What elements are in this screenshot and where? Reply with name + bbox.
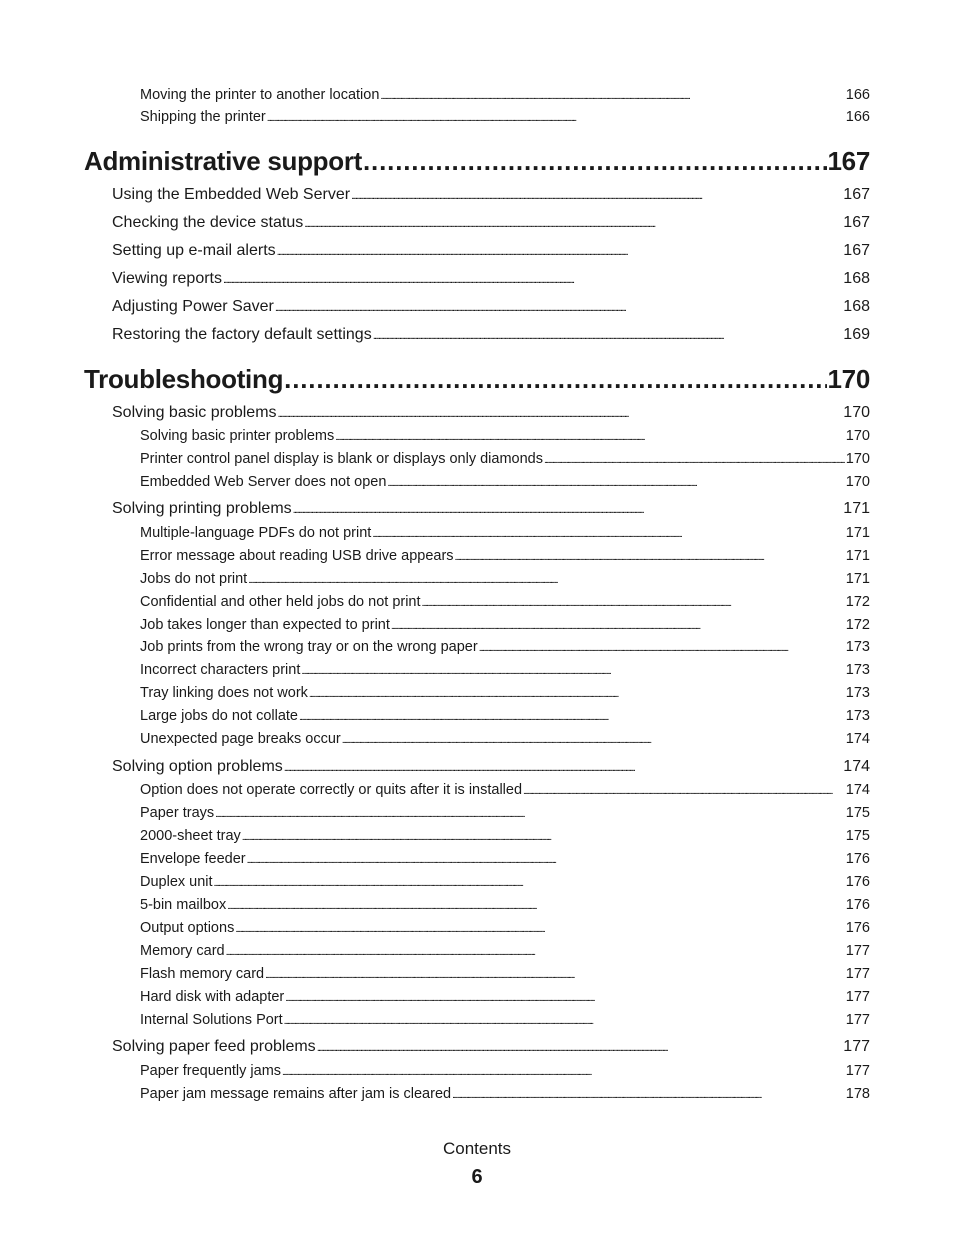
toc-entry-page-number: 170	[845, 451, 870, 467]
dot-leader	[282, 1067, 845, 1078]
dot-leader	[335, 432, 845, 443]
toc-entry-page-number: 177	[843, 1038, 870, 1055]
toc-entry-page-number: 177	[845, 966, 870, 982]
toc-entry-title: 2000-sheet tray	[140, 828, 241, 844]
dot-leader	[380, 91, 844, 102]
toc-entry-title: Adjusting Power Saver	[112, 298, 274, 315]
toc-entry-page-number: 176	[845, 851, 870, 867]
dot-leader	[387, 478, 844, 489]
dot-leader	[523, 786, 845, 797]
toc-entry-title: Troubleshooting	[84, 364, 284, 394]
toc-entry-title: Job takes longer than expected to print	[140, 617, 390, 633]
toc-entry-page-number: 176	[845, 897, 870, 913]
toc-entry-title: Envelope feeder	[140, 851, 246, 867]
toc-subsection-entry[interactable]	[140, 989, 870, 1009]
toc-subsection-entry[interactable]	[140, 594, 870, 614]
toc-entry-page-number: 171	[845, 525, 870, 541]
toc-entry-title: Paper jam message remains after jam is cleared	[140, 1086, 452, 1102]
toc-entry-title: Moving the printer to another location	[140, 87, 380, 103]
toc-section-entry[interactable]	[112, 758, 870, 780]
dot-leader	[455, 552, 845, 563]
toc-subsection-entry[interactable]	[140, 639, 870, 659]
dot-leader	[242, 832, 845, 843]
toc-entry-title: Error message about reading USB drive appears	[140, 548, 454, 564]
toc-subsection-entry[interactable]	[140, 966, 870, 986]
dot-leader	[277, 246, 843, 258]
dot-leader	[285, 993, 845, 1004]
toc-subsection-entry[interactable]	[140, 87, 870, 107]
dot-leader	[301, 666, 844, 677]
toc-entry-page-number: 167	[843, 242, 870, 259]
toc-entry-page-number: 170	[827, 364, 870, 394]
toc-entry-page-number: 176	[845, 874, 870, 890]
toc-entry-page-number: 170	[845, 428, 870, 444]
toc-entry-page-number: 170	[845, 474, 870, 490]
dot-leader	[309, 689, 845, 700]
dot-leader	[275, 302, 842, 314]
toc-subsection-entry[interactable]	[140, 525, 870, 545]
dot-leader	[342, 735, 845, 746]
dot-leader	[247, 855, 845, 866]
toc-subsection-entry[interactable]	[140, 109, 870, 129]
toc-entry-page-number: 175	[845, 805, 870, 821]
toc-entry-title: Paper trays	[140, 805, 215, 821]
toc-entry-title: Flash memory card	[140, 966, 265, 982]
toc-subsection-entry[interactable]	[140, 1063, 870, 1083]
toc-entry-title: Printer control panel display is blank or displays only diamonds	[140, 451, 543, 467]
toc-subsection-entry[interactable]	[140, 571, 870, 591]
toc-entry-title: Unexpected page breaks occur	[140, 731, 341, 747]
toc-entry-page-number: 172	[845, 594, 870, 610]
toc-entry-title: Jobs do not print	[140, 571, 248, 587]
toc-entry-title: Multiple-language PDFs do not print	[140, 525, 372, 541]
toc-entry-page-number: 171	[845, 571, 870, 587]
dot-leader	[293, 504, 843, 516]
toc-entry-title: Solving option problems	[112, 758, 283, 775]
dot-leader	[351, 190, 842, 202]
toc-entry-page-number: 174	[845, 731, 870, 747]
toc-entry-page-number: 177	[845, 989, 870, 1005]
toc-entry-title: Restoring the factory default settings	[112, 326, 372, 343]
toc-entry-page-number: 172	[845, 617, 870, 633]
toc-chapter-entry[interactable]	[84, 364, 870, 398]
toc-subsection-entry[interactable]	[140, 897, 870, 917]
toc-entry-page-number: 178	[845, 1086, 870, 1102]
toc-entry-title: Checking the device status	[112, 214, 304, 231]
toc-entry-title: Option does not operate correctly or quits after it is installed	[140, 782, 523, 798]
toc-subsection-entry[interactable]	[140, 474, 870, 494]
toc-section-entry[interactable]	[112, 242, 870, 264]
toc-entry-page-number: 171	[843, 500, 870, 517]
dot-leader	[317, 1042, 843, 1054]
dot-leader	[278, 408, 843, 420]
toc-section-entry[interactable]	[112, 500, 870, 522]
toc-entry-title: Administrative support	[84, 146, 362, 176]
toc-entry-page-number: 177	[845, 1012, 870, 1028]
dot-leader	[363, 146, 827, 177]
toc-section-entry[interactable]	[112, 1038, 870, 1060]
dot-leader	[544, 455, 845, 466]
toc-subsection-entry[interactable]	[140, 874, 870, 894]
toc-entry-page-number: 174	[845, 782, 870, 798]
toc-section-entry[interactable]	[112, 326, 870, 348]
dot-leader	[304, 218, 842, 230]
dot-leader	[235, 924, 844, 935]
dot-leader	[299, 712, 845, 723]
toc-entry-title: Using the Embedded Web Server	[112, 186, 351, 203]
toc-entry-title: Memory card	[140, 943, 225, 959]
toc-entry-page-number: 177	[845, 943, 870, 959]
dot-leader	[214, 878, 845, 889]
dot-leader	[265, 970, 845, 981]
toc-entry-page-number: 173	[845, 639, 870, 655]
dot-leader	[284, 762, 843, 774]
toc-entry-title: Solving basic problems	[112, 404, 277, 421]
dot-leader	[373, 330, 843, 342]
dot-leader	[452, 1090, 845, 1101]
toc-entry-page-number: 173	[845, 708, 870, 724]
toc-entry-title: Large jobs do not collate	[140, 708, 298, 724]
toc-entry-page-number: 176	[845, 920, 870, 936]
toc-entry-page-number: 167	[843, 214, 870, 231]
toc-subsection-entry[interactable]	[140, 451, 870, 471]
toc-subsection-entry[interactable]	[140, 1012, 870, 1032]
toc-entry-title: Shipping the printer	[140, 109, 266, 125]
footer-page-number: 6	[471, 1166, 483, 1188]
toc-subsection-entry[interactable]	[140, 828, 870, 848]
toc-entry-title: Setting up e-mail alerts	[112, 242, 276, 259]
toc-entry-page-number: 168	[843, 298, 870, 315]
toc-section-entry[interactable]	[112, 404, 870, 426]
toc-section-entry[interactable]	[112, 298, 870, 320]
toc-entry-title: Viewing reports	[112, 270, 222, 287]
toc-subsection-entry[interactable]	[140, 782, 870, 802]
toc-subsection-entry[interactable]	[140, 1086, 870, 1106]
toc-subsection-entry[interactable]	[140, 548, 870, 568]
toc-chapter-entry[interactable]	[84, 146, 870, 180]
dot-leader	[391, 621, 845, 632]
toc-subsection-entry[interactable]	[140, 617, 870, 637]
toc-entry-page-number: 173	[845, 662, 870, 678]
toc-subsection-entry[interactable]	[140, 920, 870, 940]
toc-subsection-entry[interactable]	[140, 851, 870, 871]
toc-entry-page-number: 170	[843, 404, 870, 421]
toc-entry-page-number: 166	[845, 109, 870, 125]
toc-subsection-entry[interactable]	[140, 731, 870, 751]
toc-entry-title: Output options	[140, 920, 235, 936]
toc-entry-title: 5-bin mailbox	[140, 897, 227, 913]
dot-leader	[479, 643, 845, 654]
toc-entry-title: Job prints from the wrong tray or on the wrong paper	[140, 639, 478, 655]
toc-subsection-entry[interactable]	[140, 805, 870, 825]
toc-entry-page-number: 171	[845, 548, 870, 564]
toc-entry-page-number: 174	[843, 758, 870, 775]
toc-entry-title: Confidential and other held jobs do not print	[140, 594, 421, 610]
toc-entry-title: Paper frequently jams	[140, 1063, 282, 1079]
toc-entry-page-number: 169	[843, 326, 870, 343]
dot-leader	[284, 364, 826, 395]
toc-entry-page-number: 168	[843, 270, 870, 287]
toc-entry-title: Solving printing problems	[112, 500, 292, 517]
toc-section-entry[interactable]	[112, 270, 870, 292]
toc-entry-title: Hard disk with adapter	[140, 989, 285, 1005]
dot-leader	[223, 274, 842, 286]
footer-section-label: Contents	[442, 1139, 512, 1158]
dot-leader	[372, 529, 844, 540]
toc-entry-title: Solving basic printer problems	[140, 428, 335, 444]
toc-subsection-entry[interactable]	[140, 708, 870, 728]
toc-subsection-entry[interactable]	[140, 943, 870, 963]
toc-entry-page-number: 167	[827, 146, 870, 176]
dot-leader	[248, 575, 845, 586]
toc-entry-title: Tray linking does not work	[140, 685, 308, 701]
toc-entry-page-number: 175	[845, 828, 870, 844]
dot-leader	[215, 809, 845, 820]
dot-leader	[284, 1016, 845, 1027]
toc-entry-title: Incorrect characters print	[140, 662, 301, 678]
toc-subsection-entry[interactable]	[140, 685, 870, 705]
dot-leader	[267, 113, 845, 124]
dot-leader	[422, 598, 845, 609]
dot-leader	[227, 901, 845, 912]
toc-subsection-entry[interactable]	[140, 428, 870, 448]
toc-section-entry[interactable]	[112, 214, 870, 236]
toc-entry-title: Embedded Web Server does not open	[140, 474, 387, 490]
toc-entry-title: Solving paper feed problems	[112, 1038, 316, 1055]
toc-entry-page-number: 166	[845, 87, 870, 103]
toc-entry-page-number: 173	[845, 685, 870, 701]
toc-entry-page-number: 167	[843, 186, 870, 203]
toc-entry-page-number: 177	[845, 1063, 870, 1079]
toc-section-entry[interactable]	[112, 186, 870, 208]
dot-leader	[226, 947, 845, 958]
toc-entry-title: Internal Solutions Port	[140, 1012, 283, 1028]
toc-subsection-entry[interactable]	[140, 662, 870, 682]
toc-entry-title: Duplex unit	[140, 874, 213, 890]
